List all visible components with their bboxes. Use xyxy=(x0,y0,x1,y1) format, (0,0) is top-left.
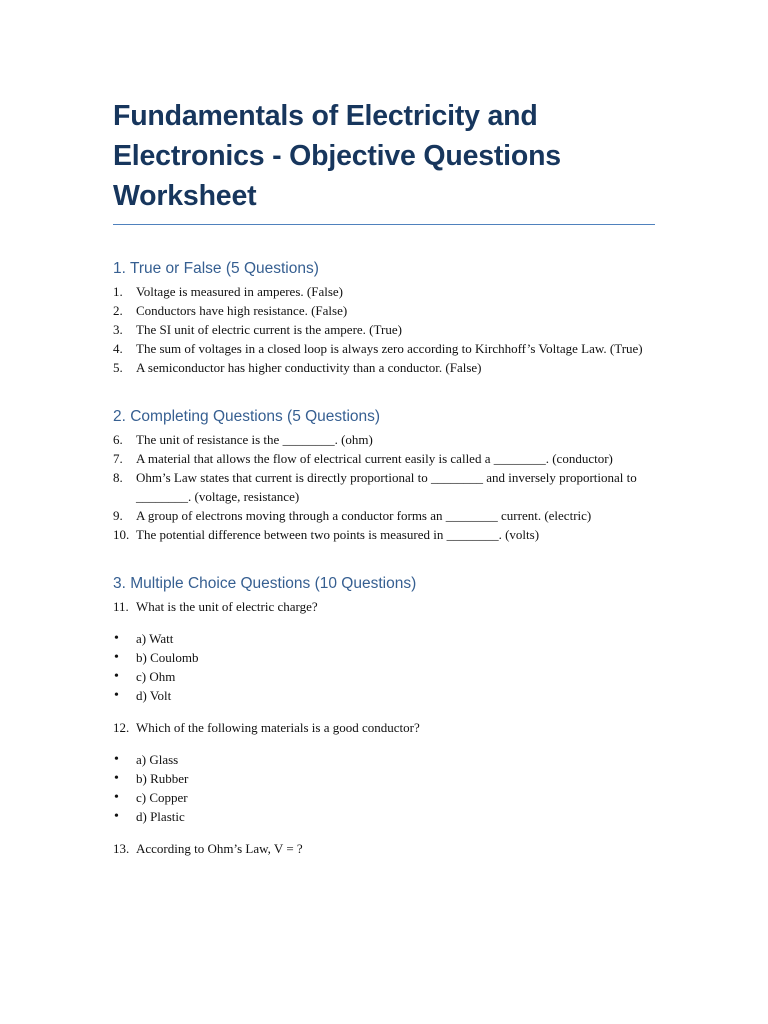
item-number: 1. xyxy=(113,284,123,299)
item-number: 4. xyxy=(113,341,123,356)
section-heading: 2. Completing Questions (5 Questions) xyxy=(113,408,381,425)
item-number: 7. xyxy=(113,451,123,466)
list-item xyxy=(113,468,655,506)
section-heading: 1. True or False (5 Questions) xyxy=(113,260,319,277)
option-item xyxy=(113,750,655,769)
option-text: d) Volt xyxy=(136,688,172,703)
bullet-icon: • xyxy=(114,809,119,824)
list-item xyxy=(113,358,655,377)
item-number: 10. xyxy=(113,527,130,542)
option-text: b) Rubber xyxy=(136,771,189,786)
option-item xyxy=(113,629,655,648)
bullet-icon: • xyxy=(114,688,119,703)
list-item xyxy=(113,506,655,525)
item-number: 13. xyxy=(113,841,130,856)
item-text: A group of electrons moving through a conductor forms an ________ current. (electric) xyxy=(136,508,592,523)
item-text: Conductors have high resistance. (False) xyxy=(136,303,348,318)
option-text: b) Coulomb xyxy=(136,650,199,665)
section-true-false xyxy=(113,259,655,377)
worksheet-page xyxy=(113,96,655,858)
list-item xyxy=(113,449,655,468)
bullet-icon: • xyxy=(114,669,119,684)
list-item xyxy=(113,339,655,358)
mcq-question xyxy=(113,718,655,737)
item-text: According to Ohm’s Law, V = ? xyxy=(136,841,303,856)
item-text: Voltage is measured in amperes. (False) xyxy=(136,284,343,299)
option-text: d) Plastic xyxy=(136,809,185,824)
item-number: 9. xyxy=(113,508,123,523)
item-text: A material that allows the flow of electrical current easily is called a ________. (conductor) xyxy=(136,451,613,466)
section-multiple-choice xyxy=(113,574,655,858)
item-number: 11. xyxy=(113,599,129,614)
list-item xyxy=(113,430,655,449)
item-text: A semiconductor has higher conductivity than a conductor. (False) xyxy=(136,360,482,375)
option-item xyxy=(113,648,655,667)
option-text: a) Glass xyxy=(136,752,179,767)
item-number: 8. xyxy=(113,470,123,485)
option-text: c) Copper xyxy=(136,790,188,805)
item-number: 3. xyxy=(113,322,123,337)
option-item xyxy=(113,769,655,788)
section-completing xyxy=(113,407,655,544)
option-item xyxy=(113,686,655,705)
mcq-question xyxy=(113,597,655,616)
list-item xyxy=(113,525,655,544)
item-text: Which of the following materials is a good conductor? xyxy=(136,720,420,735)
item-number: 5. xyxy=(113,360,123,375)
page-title: Fundamentals of Electricity and Electronics - Objective Questions Worksheet xyxy=(113,96,655,225)
item-text: The potential difference between two points is measured in ________. (volts) xyxy=(136,527,540,542)
mcq-question xyxy=(113,839,655,858)
list-item xyxy=(113,282,655,301)
option-item xyxy=(113,788,655,807)
option-item xyxy=(113,667,655,686)
option-item xyxy=(113,807,655,826)
bullet-icon: • xyxy=(114,650,119,665)
item-number: 2. xyxy=(113,303,123,318)
list-item xyxy=(113,301,655,320)
option-list xyxy=(113,629,655,705)
bullet-icon: • xyxy=(114,771,119,786)
section-heading: 3. Multiple Choice Questions (10 Questions) xyxy=(113,575,417,592)
item-text: The SI unit of electric current is the ampere. (True) xyxy=(136,322,402,337)
option-list xyxy=(113,750,655,826)
bullet-icon: • xyxy=(114,631,119,646)
bullet-icon: • xyxy=(114,752,119,767)
item-text: The sum of voltages in a closed loop is always zero according to Kirchhoff’s Voltage Law. (True) xyxy=(136,341,643,356)
question-list xyxy=(113,430,655,544)
item-text: Ohm’s Law states that current is directly proportional to ________ and inversely proportional to ________. (voltage, resistance) xyxy=(136,470,637,504)
item-text: The unit of resistance is the ________. (ohm) xyxy=(136,432,373,447)
item-number: 6. xyxy=(113,432,123,447)
bullet-icon: • xyxy=(114,790,119,805)
option-text: c) Ohm xyxy=(136,669,176,684)
question-list xyxy=(113,282,655,377)
option-text: a) Watt xyxy=(136,631,174,646)
item-text: What is the unit of electric charge? xyxy=(136,599,318,614)
item-number: 12. xyxy=(113,720,130,735)
list-item xyxy=(113,320,655,339)
